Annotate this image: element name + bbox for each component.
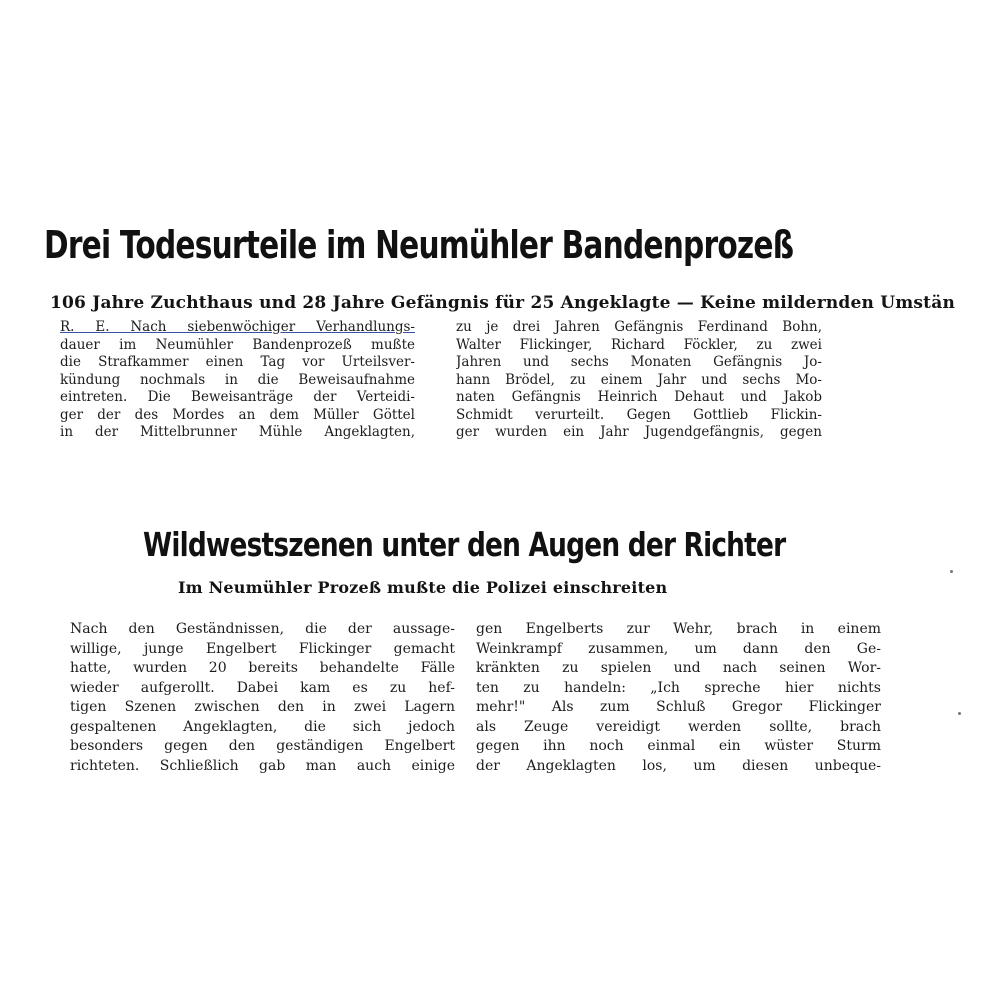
article-1-subheadline: 106 Jahre Zuchthaus und 28 Jahre Gefängnis für 25 Angeklagte — Keine mildernden Umstän [50, 293, 956, 313]
article-1-col-1-line: dauer im Neumühler Bandenprozeß mußte [60, 336, 415, 353]
article-2-column-2 [476, 620, 881, 776]
article-1-column-2 [456, 319, 822, 442]
scan-speck [950, 570, 953, 573]
article-clipping-1 [40, 215, 1000, 455]
article-2-col-2-line: mehr!" Als zum Schluß Gregor Flickinger [476, 699, 881, 715]
article-2-column-1 [70, 620, 455, 776]
article-2-subheadline: Im Neumühler Prozeß mußte die Polizei einschreiten [178, 578, 668, 597]
article-2-col-1-line: Nach den Geständnissen, die der aussage- [70, 621, 455, 637]
article-1-column-1 [60, 319, 415, 442]
article-1-col-2-line: hann Brödel, zu einem Jahr und sechs Mo- [456, 371, 822, 388]
article-1-col-1-line: R. E. Nach siebenwöchiger Verhandlungs- [60, 319, 415, 335]
article-1-col-1-line: in der Mittelbrunner Mühle Angeklagten, [60, 424, 415, 440]
article-2-col-2-line: der Angeklagten los, um diesen unbeque- [476, 757, 881, 774]
article-2-col-1-line: gespaltenen Angeklagten, die sich jedoch [70, 718, 455, 735]
article-2-col-1-line: hatte, wurden 20 bereits behandelte Fälle [70, 660, 455, 676]
article-2-col-2-line: gen Engelberts zur Wehr, brach in einem [476, 621, 881, 637]
article-1-col-2-line: zu je drei Jahren Gefängnis Ferdinand Bohn, [456, 319, 822, 335]
article-2-col-1-line: wieder aufgerollt. Dabei kam es zu hef- [70, 679, 455, 696]
clipping-cut-edge [40, 447, 1000, 455]
article-2-col-2-line: ten zu handeln: „Ich spreche hier nichts [476, 679, 881, 696]
scan-speck [958, 712, 961, 715]
article-1-col-2-line: Walter Flickinger, Richard Föckler, zu zwei [456, 336, 822, 353]
article-2-col-2-line: Weinkrampf zusammen, um dann den Ge- [476, 640, 881, 657]
article-1-col-2-line: ger wurden ein Jahr Jugendgefängnis, gegen [456, 424, 822, 440]
article-2-col-1-line: tigen Szenen zwischen den in zwei Lagern [70, 699, 455, 715]
article-1-col-2-line: Jahren und sechs Monaten Gefängnis Jo- [456, 354, 822, 370]
article-1-headline: Drei Todesurteile im Neumühler Bandenprozeß [44, 223, 794, 267]
article-1-col-2-line: naten Gefängnis Heinrich Dehaut und Jakob [456, 389, 822, 405]
clipping-cut-edge [60, 777, 890, 785]
article-2-headline: Wildwestszenen unter den Augen der Richter [143, 525, 786, 564]
article-2-col-2-line: kränkten zu spielen und nach seinen Wor- [476, 660, 881, 676]
article-clipping-2 [60, 515, 890, 785]
article-2-col-1-line: besonders gegen den geständigen Engelbert [70, 738, 455, 754]
article-2-col-2-line: als Zeuge vereidigt werden sollte, brach [476, 718, 881, 735]
article-1-col-1-line: die Strafkammer einen Tag vor Urteilsver- [60, 354, 415, 370]
article-2-col-1-line: willige, junge Engelbert Flickinger gemacht [70, 640, 455, 657]
article-1-col-1-line: eintreten. Die Beweisanträge der Verteidi- [60, 389, 415, 405]
article-2-col-2-line: gegen ihn noch einmal ein wüster Sturm [476, 738, 881, 754]
article-2-col-1-line: richteten. Schließlich gab man auch einige [70, 757, 455, 774]
article-1-col-1-line: kündung nochmals in die Beweisaufnahme [60, 371, 415, 388]
article-1-col-2-line: Schmidt verurteilt. Gegen Gottlieb Flickin- [456, 406, 822, 423]
article-1-col-1-line: ger der des Mordes an dem Müller Göttel [60, 406, 415, 423]
